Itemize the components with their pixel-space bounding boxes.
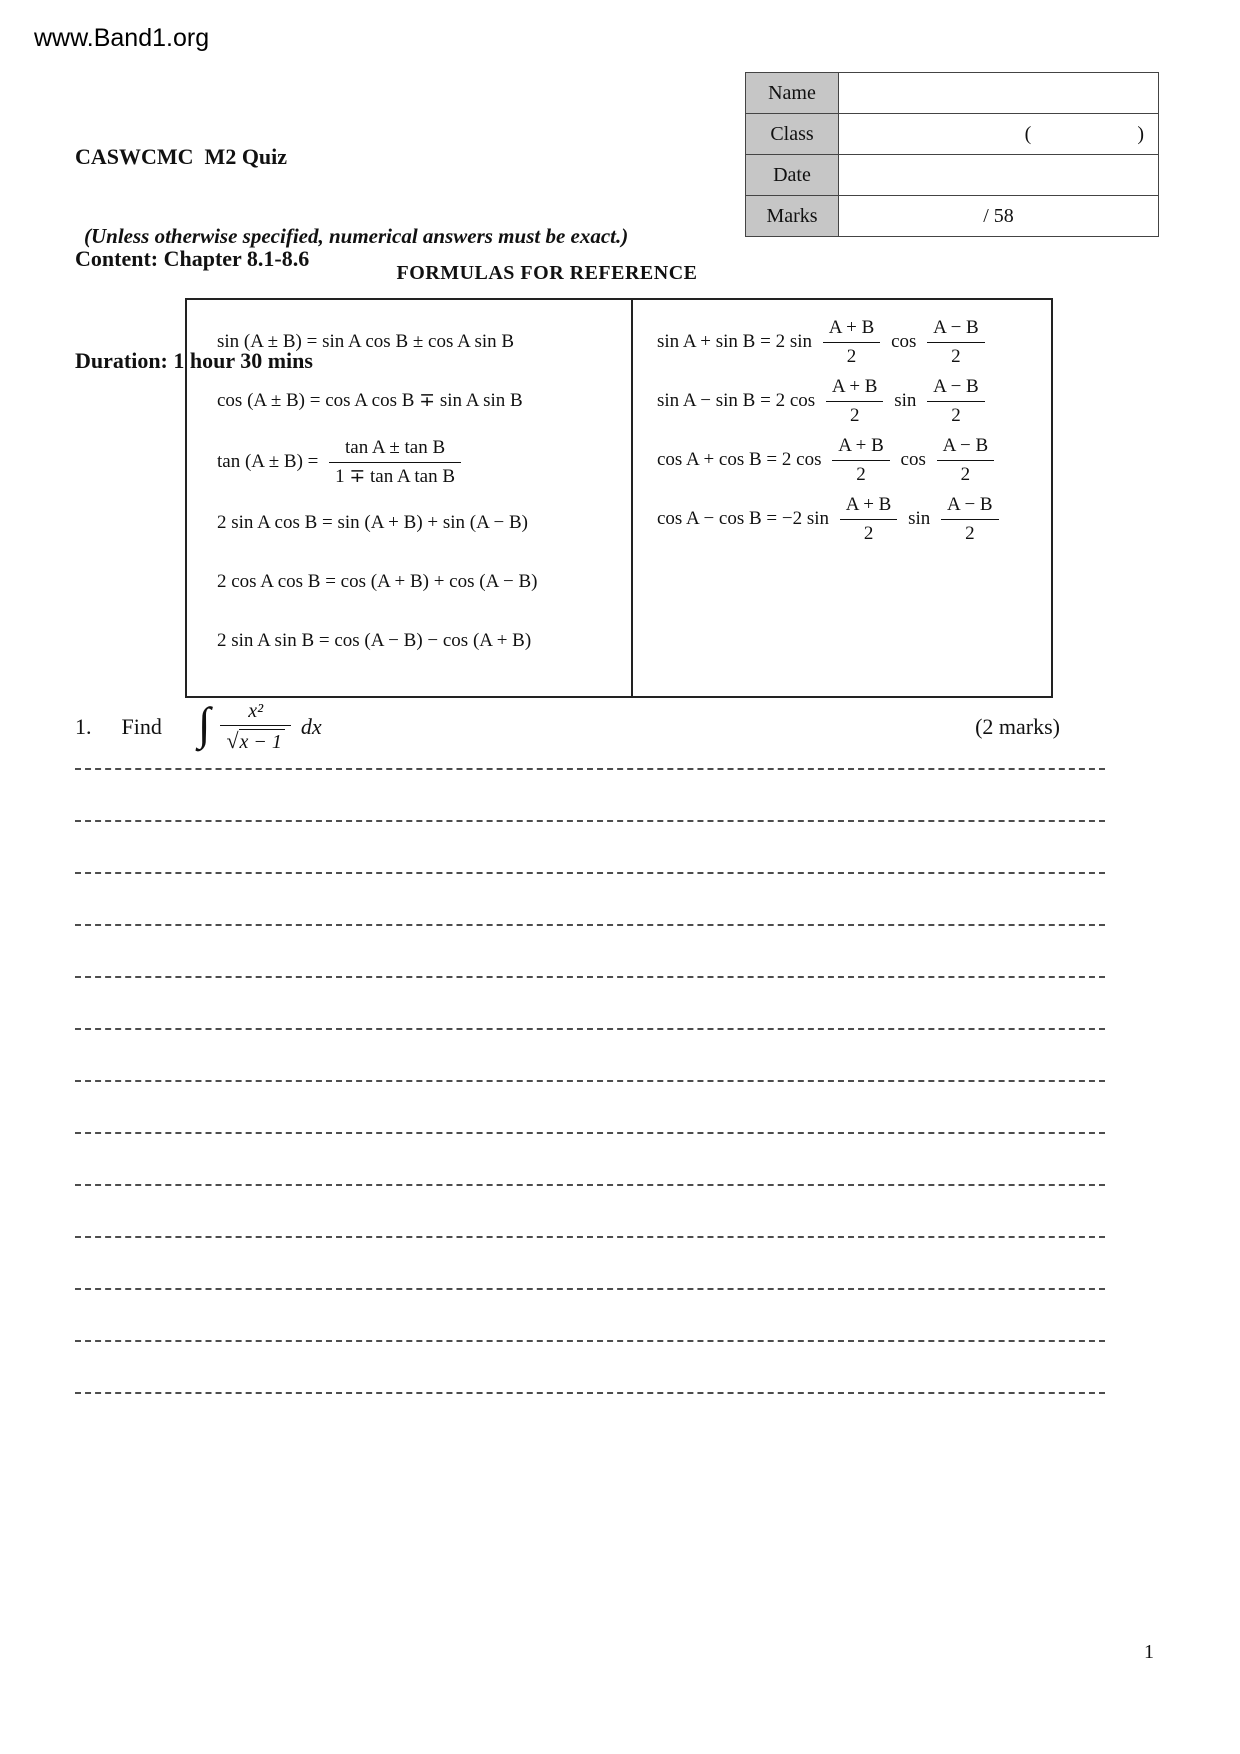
formula-sin-minus-sin [657, 375, 1043, 428]
fraction-numerator: tan A ± tan B [329, 436, 461, 463]
half-sum-fraction [840, 493, 898, 546]
answer-line [75, 768, 1105, 770]
formula-sin-compound: sin (A ± B) = sin A cos B ± cos A sin B [217, 331, 515, 352]
exam-note: (Unless otherwise specified, numerical answers must be exact.) [84, 224, 629, 248]
fraction-denominator: 2 [965, 523, 975, 544]
half-diff-fraction [937, 434, 995, 487]
tan-lhs: tan (A ± B) = [217, 450, 319, 472]
fraction-denominator: 2 [960, 464, 971, 485]
table-row-class [746, 114, 1159, 155]
half-diff-fraction [927, 375, 985, 428]
answer-line [75, 1340, 1105, 1342]
answer-lines [75, 768, 1105, 1444]
radical-sign: √ [226, 728, 239, 753]
fraction-denominator: 2 [951, 405, 961, 426]
radicand: x − 1 [239, 729, 285, 754]
half-diff-fraction [927, 316, 985, 369]
fraction-denominator: 1 ∓ tan A tan B [335, 466, 456, 487]
formula-cos-minus-cos [657, 493, 1043, 546]
half-sum-fraction [832, 434, 890, 487]
answer-line [75, 1132, 1105, 1134]
formula-mid-function: sin [908, 507, 931, 529]
website-watermark: www.Band1.org [34, 24, 210, 52]
formula-sum-sin-plus-sin [657, 316, 1043, 369]
date-label: Date [746, 155, 839, 196]
student-info-table [745, 72, 1159, 237]
answer-line [75, 976, 1105, 978]
formula-mid-function: sin [894, 389, 917, 411]
class-value-cell [839, 114, 1159, 155]
answer-line [75, 872, 1105, 874]
question-verb: Find [121, 714, 162, 739]
fraction-numerator: A + B [832, 434, 890, 461]
answer-line [75, 1028, 1105, 1030]
fraction-denominator: 2 [856, 464, 866, 485]
differential: dx [300, 714, 322, 739]
answer-line [75, 1236, 1105, 1238]
fraction-denominator: 2 [863, 523, 874, 544]
fraction-numerator: A − B [941, 493, 999, 520]
fraction-denominator: 2 [846, 346, 857, 367]
name-value-cell [839, 73, 1159, 114]
formula-tan-compound [217, 436, 621, 489]
fraction-denominator: 2 [951, 346, 961, 367]
formula-column-right [633, 300, 1051, 696]
formula-lhs: sin A − sin B = 2 cos [657, 389, 816, 411]
formula-cos-compound: cos (A ± B) = cos A cos B ∓ sin A sin B [217, 390, 523, 411]
formula-mid-function: cos [891, 330, 917, 352]
half-sum-fraction [826, 375, 884, 428]
formula-reference-box [185, 298, 1053, 698]
half-diff-fraction [941, 493, 999, 546]
fraction-numerator: A − B [937, 434, 995, 461]
answer-line [75, 1080, 1105, 1082]
answer-line [75, 924, 1105, 926]
answer-line [75, 1184, 1105, 1186]
marks-label: Marks [746, 196, 839, 237]
answer-line [75, 1392, 1105, 1394]
integrand-fraction [220, 700, 290, 754]
fraction-numerator: A − B [927, 375, 985, 402]
marks-value-cell: / 58 [839, 196, 1159, 237]
tan-fraction [329, 436, 461, 489]
formula-lhs: sin A + sin B = 2 sin [657, 330, 812, 352]
name-label: Name [746, 73, 839, 114]
formula-product-cos-cos: 2 cos A cos B = cos (A + B) + cos (A − B) [217, 571, 538, 592]
fraction-numerator: A − B [927, 316, 985, 343]
answer-line [75, 820, 1105, 822]
formulas-reference-title: FORMULAS FOR REFERENCE [396, 262, 698, 284]
integrand-numerator: x² [220, 700, 290, 726]
table-row-date [746, 155, 1159, 196]
formula-lhs: cos A + cos B = 2 cos [657, 448, 822, 470]
table-row-marks [746, 196, 1159, 237]
fraction-numerator: A + B [840, 493, 898, 520]
fraction-numerator: A + B [826, 375, 884, 402]
integral-sign: ∫ [197, 698, 211, 749]
class-paren-close: ) [1137, 122, 1144, 145]
question-1 [75, 700, 1060, 754]
formula-mid-function: cos [900, 448, 926, 470]
formula-lhs: cos A − cos B = −2 sin [657, 507, 830, 529]
question-number: 1. [75, 714, 92, 739]
table-row-name [746, 73, 1159, 114]
fraction-numerator: A + B [823, 316, 881, 343]
page-number: 1 [1144, 1641, 1154, 1663]
quiz-title: CASWCMC M2 Quiz [75, 144, 288, 169]
integrand-denominator [220, 726, 290, 754]
date-value-cell [839, 155, 1159, 196]
formula-column-left [187, 300, 633, 696]
class-label: Class [746, 114, 839, 155]
formula-product-sin-sin: 2 sin A sin B = cos (A − B) − cos (A + B) [217, 630, 532, 651]
class-paren-open: ( [1024, 122, 1032, 145]
answer-line [75, 1288, 1105, 1290]
half-sum-fraction [823, 316, 881, 369]
formula-cos-plus-cos [657, 434, 1043, 487]
question-marks: (2 marks) [975, 714, 1060, 739]
formula-product-sin-cos: 2 sin A cos B = sin (A + B) + sin (A − B) [217, 512, 529, 533]
quiz-duration-line: Duration: 1 hour 30 mins [75, 348, 313, 373]
fraction-denominator: 2 [849, 405, 860, 426]
quiz-content-line: Content: Chapter 8.1-8.6 [75, 246, 310, 271]
